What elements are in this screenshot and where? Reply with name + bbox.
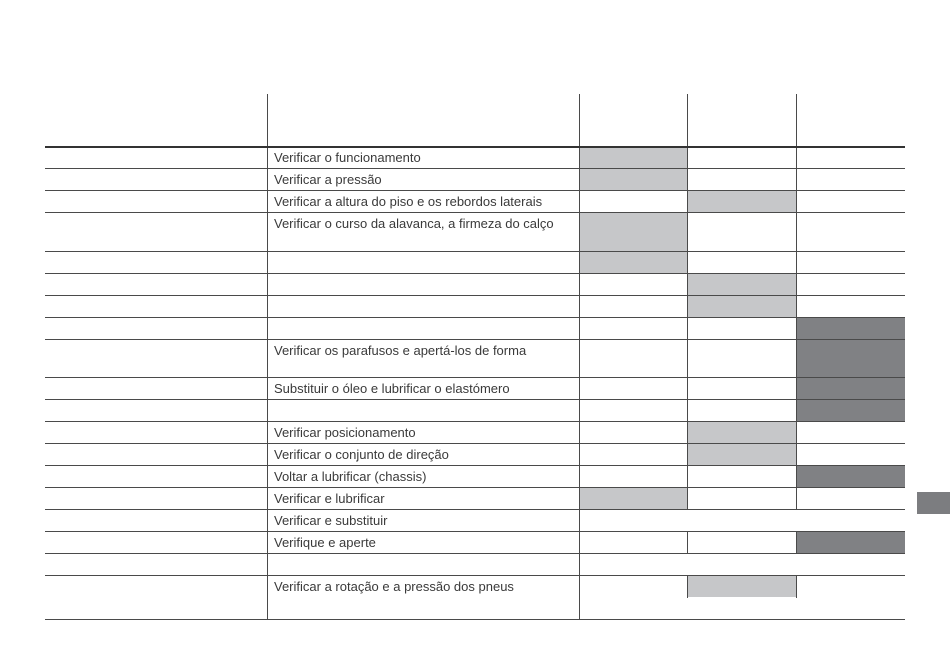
bottom-rule [45,619,905,620]
col-divider-3 [687,94,688,510]
row-rule [45,531,905,532]
shade-r15-c1 [580,488,688,509]
shade-r1-c1 [580,147,688,168]
action-text: Verificar a altura do piso e os rebordos laterais [274,194,543,209]
action-text: Verificar os parafusos e apertá-los de forma [274,343,527,358]
action-text: Verificar o curso da alavanca, a firmeza do calço [274,216,554,231]
row-rule [45,399,905,400]
col-divider-1 [267,94,268,620]
col-divider-4 [796,94,797,510]
row-rule [45,251,905,252]
row-rule [45,487,905,488]
action-text: Voltar a lubrificar (chassis) [274,469,427,484]
action-text: Verificar a pressão [274,172,382,187]
row-rule [45,377,905,378]
row-rule [45,553,905,554]
col-divider-4b [796,532,797,554]
shade-r17-c3 [797,532,905,553]
section-tab [917,492,950,514]
shade-r14-c3 [797,466,905,487]
row-rule [45,443,905,444]
action-text: Substituir o óleo e lubrificar o elastómero [274,381,510,396]
row-rule [45,575,905,576]
row-rule [45,509,905,510]
action-text: Verificar posicionamento [274,425,416,440]
col-divider-4c [796,576,797,598]
row-rule [45,465,905,466]
action-text: Verificar e substituir [274,513,388,528]
shade-r4-c1 [580,213,688,273]
shade-r2-c1 [580,169,688,190]
maintenance-table [45,94,905,620]
action-text: Verificar e lubrificar [274,491,385,506]
col-divider-3c [687,576,688,598]
col-divider-3b [687,532,688,554]
action-text: Verifique e aperte [274,535,376,550]
shade-r19-c2 [688,576,797,597]
action-text: Verificar o conjunto de direção [274,447,449,462]
row-rule [45,421,905,422]
row-rule [45,190,905,191]
action-text: Verificar o funcionamento [274,150,421,165]
header-rule [45,146,905,148]
shade-r3-c2 [688,191,797,212]
row-rule [45,273,905,274]
row-rule [45,339,905,340]
action-text: Verificar a rotação e a pressão dos pneus [274,579,514,594]
row-rule [45,295,905,296]
row-rule [45,212,905,213]
col-divider-2 [579,94,580,620]
row-rule [45,168,905,169]
row-rule [45,317,905,318]
shade-r8-c3 [797,318,905,421]
